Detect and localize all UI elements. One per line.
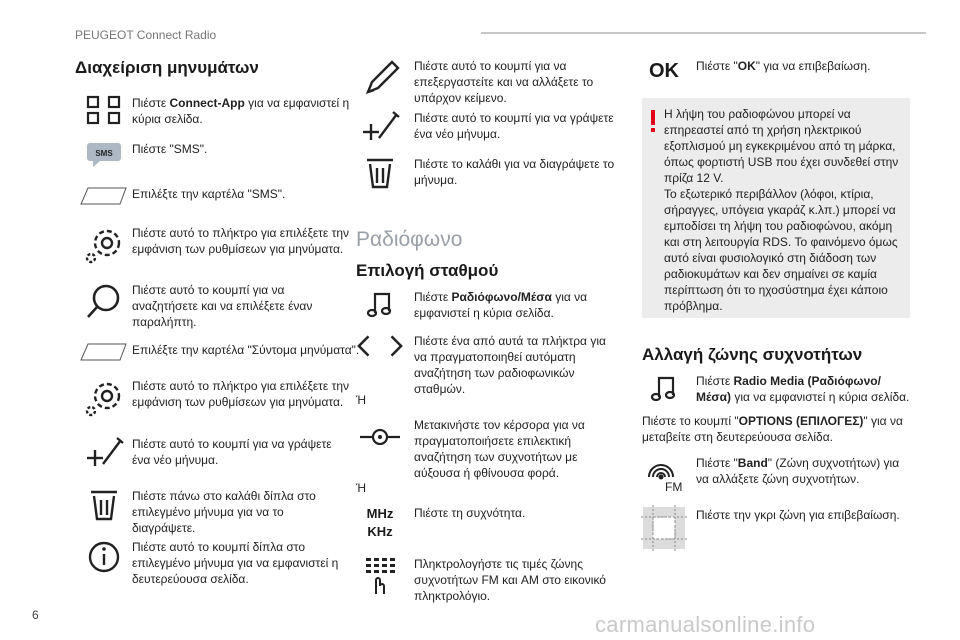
- tab-icon: [80, 342, 128, 362]
- list-item: Πιέστε αυτό το κουμπί δίπλα στο επιλεγμένο μήνυμα για να εμφανιστεί η δευτερεύουσα σελίδα.: [80, 539, 350, 587]
- heading-station-selection: Επιλογή σταθμού: [356, 261, 499, 280]
- list-item: Πιέστε αυτό το πλήκτρο για επιλέξετε την εμφάνιση των ρυθμίσεων για μηνύματα.: [80, 225, 350, 265]
- music-note-icon: [356, 289, 404, 319]
- keypad-icon: [356, 556, 404, 596]
- svg-text:FM: FM: [665, 480, 683, 494]
- settings-icon: [80, 378, 128, 418]
- list-item: Πιέστε πάνω στο καλάθι δίπλα στο επιλεγμένο μήνυμα για να το διαγράψετε.: [80, 488, 350, 536]
- list-item: SMS Πιέστε "SMS".: [80, 139, 350, 169]
- running-header: PEUGEOT Connect Radio: [75, 28, 217, 42]
- list-item: Πιέστε αυτό το κουμπί για να επεξεργαστείτε και να αλλάξετε το υπάρχον κείμενο.: [356, 58, 616, 106]
- tuner-slider-icon: [356, 417, 404, 447]
- list-item: Πιέστε αυτό το κουμπί για να γράψετε ένα νέο μήνυμα.: [356, 110, 616, 144]
- watermark: carmanualsonline.info: [595, 612, 816, 637]
- trash-icon: [80, 488, 128, 522]
- sms-icon: [80, 139, 128, 169]
- or-separator: Ή: [356, 481, 367, 495]
- settings-icon: [80, 225, 128, 265]
- prev-next-icon: [356, 333, 404, 359]
- list-item: Πιέστε Ραδιόφωνο/Μέσα για να εμφανιστεί η κύρια σελίδα.: [356, 289, 616, 321]
- list-item: Πιέστε την γκρι ζώνη για επιβεβαίωση.: [640, 505, 912, 551]
- ok-icon: OK: [649, 60, 679, 82]
- apps-grid-icon: [80, 95, 128, 125]
- mhz-khz-icon: MHz KHz: [366, 506, 394, 539]
- list-item: Πιέστε Radio Media (Ραδιόφωνο/Μέσα) για να εμφανιστεί η κύρια σελίδα.: [640, 373, 912, 405]
- trash-icon: [356, 156, 404, 190]
- warning-box: [642, 98, 910, 318]
- or-separator: Ή: [356, 393, 367, 407]
- fm-band-icon: [640, 455, 688, 495]
- compose-icon: [356, 110, 404, 144]
- heading-band-change: Αλλαγή ζώνης συχνοτήτων: [642, 345, 863, 364]
- svg-text:SMS: SMS: [95, 149, 113, 158]
- list-item: Πιέστε αυτό το κουμπί για να αναζητήσετε και να επιλέξετε έναν παραλήπτη.: [80, 282, 350, 330]
- heading-message-management: Διαχείριση μηνυμάτων: [75, 58, 259, 77]
- list-item: Πιέστε αυτό το κουμπί για να γράψετε ένα νέο μήνυμα.: [80, 436, 350, 470]
- tab-icon: [80, 186, 128, 206]
- compose-icon: [80, 436, 128, 470]
- list-item: Πιέστε ένα από αυτά τα πλήκτρα για να πραγματοποιηθεί αυτόματη αναζήτηση των ραδιοφωνικών σταθμών.: [356, 333, 616, 397]
- page-number: 6: [32, 608, 39, 622]
- list-item: OK Πιέστε "OK" για να επιβεβαίωση.: [640, 58, 910, 83]
- options-instruction: Πιέστε το κουμπί "OPTIONS (ΕΠΙΛΟΓΕΣ)" για να μεταβείτε στη δευτερεύουσα σελίδα.: [642, 414, 903, 444]
- section-title-radio: Ραδιόφωνο: [356, 228, 463, 251]
- info-icon: [80, 539, 128, 575]
- list-item: Πληκτρολογήστε τις τιμές ζώνης συχνοτήτων FM και AM στο εικονικό πληκτρολόγιο.: [356, 556, 616, 604]
- list-item: MHz KHz Πιέστε τη συχνότητα.: [356, 505, 616, 541]
- search-icon: [80, 282, 128, 322]
- list-item: Πιέστε το καλάθι για να διαγράψετε το μήνυμα.: [356, 156, 616, 190]
- list-item: Επιλέξτε την καρτέλα "SMS".: [80, 186, 350, 206]
- list-item: Πιέστε Connect-App για να εμφανιστεί η κύρια σελίδα.: [80, 95, 350, 127]
- list-item: Πιέστε αυτό το πλήκτρο για επιλέξετε την εμφάνιση των ρυθμίσεων για μηνύματα.: [80, 378, 350, 418]
- edit-icon: [356, 58, 404, 98]
- music-note-icon: [640, 373, 688, 403]
- header-rule: [481, 32, 926, 34]
- list-item: Επιλέξτε την καρτέλα "Σύντομα μηνύματα".: [80, 342, 360, 362]
- list-item: FM Πιέστε "Band" (Ζώνη συχνοτήτων) για να αλλάξετε ζώνη συχνοτήτων.: [640, 455, 912, 495]
- warning-exclamation-icon: [650, 110, 656, 132]
- grey-zone-icon: [640, 505, 688, 551]
- warning-text: Η λήψη του ραδιοφώνου μπορεί να επηρεαστεί από τη χρήση ηλεκτρικού εξοπλισμού μη εγκεκριμένου από τη μάρκα, όπως φορτιστή USB που έχει συνδεθεί στην πρίζα 12 V. Το εξωτερικό περιβάλλον (λόφοι, κτίρια, σήραγγες, υπόγεια γκαράζ κ.λπ.) μπορεί να εμποδίσει τη λήψη του ραδιοφώνου, ακόμη και στη λειτουργία RDS. Το φαινόμενο όμως αυτό είναι φυσιολογικό στη διάδοση των ραδιοκυμάτων και δεν σημαίνει σε καμία περίπτωση ότι το ηχοσύστημα έχει κάποιο πρόβλημα.: [664, 107, 899, 313]
- list-item: Μετακινήστε τον κέρσορα για να πραγματοποιήσετε επιλεκτική αναζήτηση των συχνοτήτων με αύξουσα ή φθίνουσα φορά.: [356, 417, 616, 481]
